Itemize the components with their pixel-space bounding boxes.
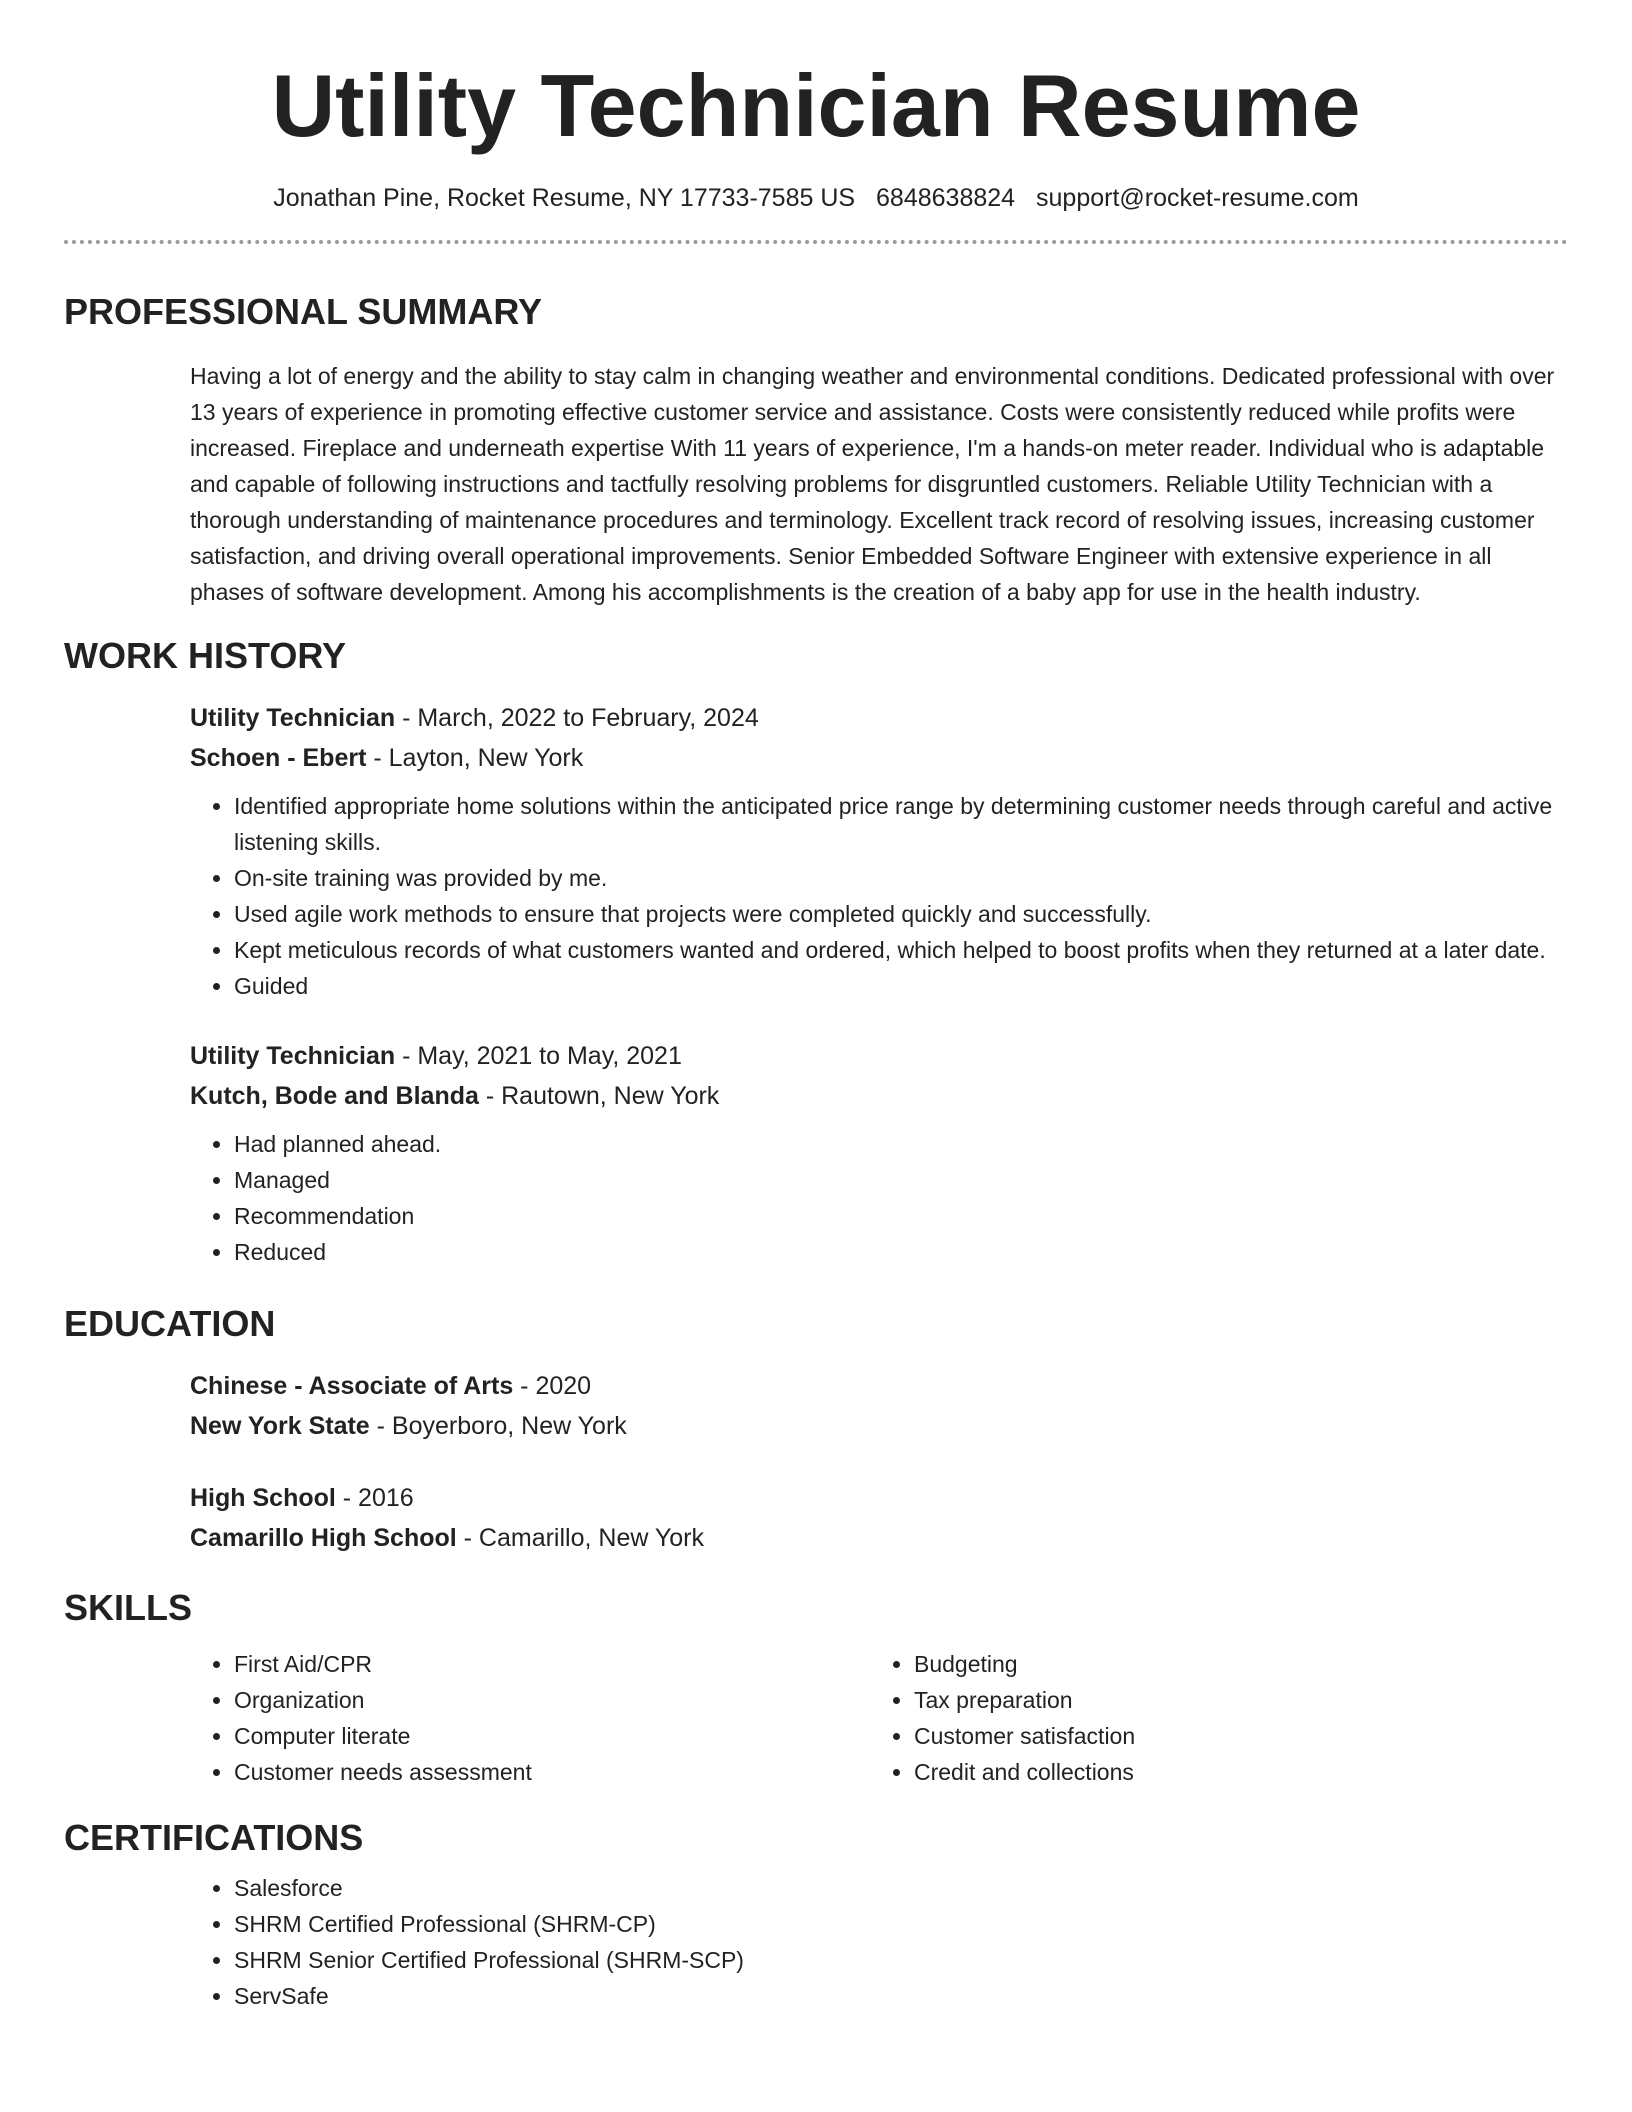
certifications-list: [190, 1870, 1568, 2014]
contact-line: [64, 182, 1568, 214]
contact-email: support@rocket-resume.com: [1036, 184, 1359, 212]
skill-item: • Computer literate: [234, 1718, 870, 1754]
job-entry: [190, 1036, 1568, 1270]
job-dates: - May, 2021 to May, 2021: [395, 1042, 682, 1070]
resume-page: [64, 0, 1568, 2014]
education-degree-line: [190, 1366, 1568, 1406]
contact-address: Jonathan Pine, Rocket Resume, NY 17733-7585 US: [273, 184, 856, 212]
job-company: Kutch, Bode and Blanda: [190, 1082, 479, 1110]
education-year: - 2020: [513, 1372, 592, 1400]
skill-item: • Tax preparation: [914, 1682, 1550, 1718]
resume-title: Utility Technician Resume: [271, 56, 1361, 155]
education-school-line: [190, 1518, 1568, 1558]
job-bullet: • Used agile work methods to ensure that projects were completed quickly and successfully.: [234, 896, 1568, 932]
job-company-line: [190, 738, 1568, 778]
education-year: - 2016: [335, 1484, 414, 1512]
education-school: New York State: [190, 1412, 370, 1440]
skill-item: • Customer needs assessment: [234, 1754, 870, 1790]
education-heading: EDUCATION: [64, 1303, 276, 1344]
certification-item: • SHRM Certified Professional (SHRM-CP): [234, 1906, 1568, 1942]
education-school-line: [190, 1406, 1568, 1446]
education-location: - Camarillo, New York: [456, 1524, 705, 1552]
header-divider: [64, 240, 1568, 244]
summary-text: Having a lot of energy and the ability to stay calm in changing weather and environmental conditions. Dedicated professional with over 13 years of experience in promoting effective customer service and assistance. Costs were consistently reduced while profits were increased. Fireplace and underneath expertise With 11 years of experience, I'm a hands-on meter reader. Individual who is adaptable and capable of following instructions and tactfully resolving problems for disgruntled customers. Reliable Utility Technician with a thorough understanding of maintenance procedures and terminology. Excellent track record of resolving issues, increasing customer satisfaction, and driving overall operational improvements. Senior Embedded Software Engineer with extensive experience in all phases of software development. Among his accomplishments is the creation of a baby app for use in the health industry.: [190, 363, 1555, 605]
certification-item: • ServSafe: [234, 1978, 1568, 2014]
job-bullet: • On-site training was provided by me.: [234, 860, 1568, 896]
job-company-line: [190, 1076, 1568, 1116]
job-title: Utility Technician: [190, 704, 396, 732]
certifications-block: [190, 1870, 1568, 2014]
job-title-line: [190, 698, 1568, 738]
work-history-heading: WORK HISTORY: [64, 635, 347, 676]
summary-heading: PROFESSIONAL SUMMARY: [64, 291, 543, 332]
job-bullets: [190, 788, 1568, 1004]
skill-item: • Credit and collections: [914, 1754, 1550, 1790]
job-bullets: [190, 1126, 1568, 1270]
skills-heading: SKILLS: [64, 1587, 193, 1628]
job-bullet: • Guided: [234, 968, 1568, 1004]
education-entry: [190, 1366, 1568, 1446]
contact-phone: 6848638824: [876, 184, 1016, 212]
skills-grid: [190, 1646, 1568, 1790]
skill-item: • First Aid/CPR: [234, 1646, 870, 1682]
job-location: - Rautown, New York: [478, 1082, 720, 1110]
job-bullet: • Recommendation: [234, 1198, 1568, 1234]
job-bullet: • Kept meticulous records of what customers wanted and ordered, which helped to boost profits when they returned at a later date.: [234, 932, 1568, 968]
job-bullet: • Reduced: [234, 1234, 1568, 1270]
certifications-heading: CERTIFICATIONS: [64, 1817, 364, 1858]
certification-item: • Salesforce: [234, 1870, 1568, 1906]
skills-list-right: [870, 1646, 1550, 1790]
job-title: Utility Technician: [190, 1042, 396, 1070]
job-bullet: • Managed: [234, 1162, 1568, 1198]
skills-column-right: [870, 1646, 1550, 1790]
skills-column-left: [190, 1646, 870, 1790]
certification-item: • SHRM Senior Certified Professional (SHRM-SCP): [234, 1942, 1568, 1978]
education-school: Camarillo High School: [190, 1524, 457, 1552]
job-bullet: • Had planned ahead.: [234, 1126, 1568, 1162]
job-entry: [190, 698, 1568, 1004]
education-degree: High School: [190, 1484, 336, 1512]
job-location: - Layton, New York: [366, 744, 584, 772]
skill-item: • Budgeting: [914, 1646, 1550, 1682]
education-degree-line: [190, 1478, 1568, 1518]
job-title-line: [190, 1036, 1568, 1076]
job-dates: - March, 2022 to February, 2024: [395, 704, 759, 732]
job-company: Schoen - Ebert: [190, 744, 367, 772]
job-bullet: • Identified appropriate home solutions within the anticipated price range by determining customer needs through careful and active listening skills.: [234, 788, 1568, 860]
skill-item: • Organization: [234, 1682, 870, 1718]
education-entry: [190, 1478, 1568, 1558]
education-degree: Chinese - Associate of Arts: [190, 1372, 514, 1400]
education-location: - Boyerboro, New York: [369, 1412, 627, 1440]
skill-item: • Customer satisfaction: [914, 1718, 1550, 1754]
skills-list-left: [190, 1646, 870, 1790]
